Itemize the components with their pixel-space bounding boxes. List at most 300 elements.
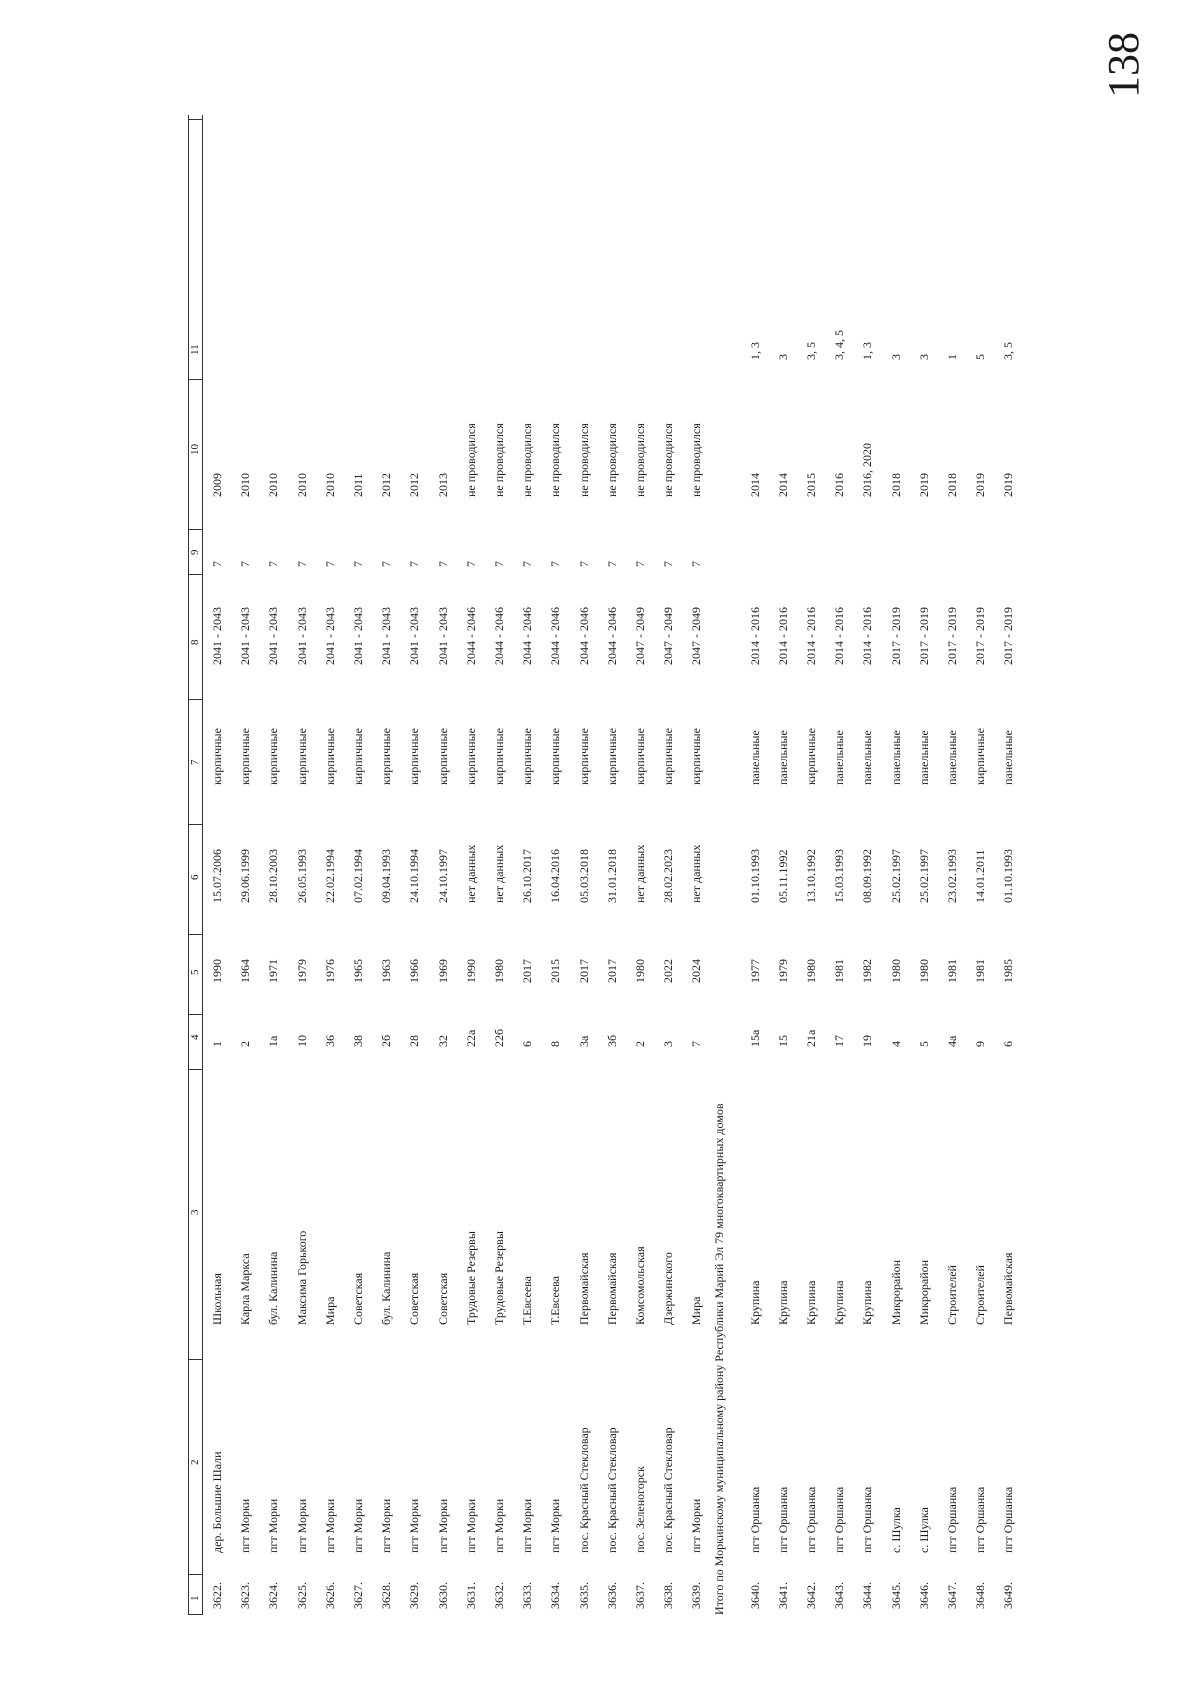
cell-col-8: 2041 - 2043 [323,607,337,665]
cell-col-6: 15.07.2006 [210,849,224,903]
cell-col-8: 2041 - 2043 [436,607,450,665]
cell-col-5: 2015 [548,959,562,983]
cell-col-10: 2018 [945,473,959,497]
cell-col-8: 2044 - 2046 [492,607,506,665]
cell-col-3: Дзержинского [661,1252,675,1325]
cell-col-2: пгт Морки [266,1498,280,1553]
cell-col-1: 3643. [832,1582,846,1609]
cell-col-8: 2047 - 2049 [689,607,703,665]
cell-col-6: нет данных [633,844,647,903]
cell-col-8: 2044 - 2046 [605,607,619,665]
column-header: 8 [189,639,201,645]
cell-col-9: 7 [323,561,337,567]
cell-col-1: 3647. [945,1582,959,1609]
subtotal-row: Итого по Моркинскому муниципальному району Республики Марий Эл 79 многоквартирных домов [712,1103,726,1615]
cell-col-1: 3635. [577,1582,591,1609]
cell-col-3: Микрорайон [889,1259,903,1325]
cell-col-2: пгт Оршанка [973,1486,987,1553]
cell-col-9: 7 [407,561,421,567]
cell-col-10: не проводился [661,423,675,497]
cell-col-6: 24.10.1997 [436,849,450,903]
cell-col-8: 2041 - 2043 [266,607,280,665]
cell-col-10: не проводился [548,423,562,497]
cell-col-4: 15а [748,1029,762,1047]
header-separator [188,1069,202,1070]
cell-col-5: 1980 [889,959,903,983]
page-number: 138 [1099,32,1148,98]
cell-col-9: 7 [379,561,393,567]
table-row [860,115,884,1615]
cell-col-3: бул. Калинина [379,1251,393,1325]
cell-col-5: 1981 [832,959,846,983]
table-row [464,115,488,1615]
cell-col-4: 22а [464,1029,478,1047]
cell-col-10: 2012 [407,473,421,497]
table-row [351,115,375,1615]
cell-col-2: пос. Красный Стекловар [577,1427,591,1553]
table-row [407,115,431,1615]
cell-col-2: пос. Красный Стекловар [605,1427,619,1553]
cell-col-3: Микрорайон [917,1259,931,1325]
cell-col-10: не проводился [492,423,506,497]
cell-col-9: 7 [577,561,591,567]
cell-col-11: 3 [889,354,903,360]
cell-col-5: 1980 [804,959,818,983]
cell-col-10: 2010 [323,473,337,497]
cell-col-4: 36 [323,1035,337,1047]
cell-col-8: 2014 - 2016 [832,607,846,665]
header-separator [188,824,202,825]
cell-col-6: 14.01.2011 [973,849,987,903]
header-separator [188,1574,202,1575]
cell-col-7: кирпичные [464,728,478,785]
cell-col-8: 2044 - 2046 [464,607,478,665]
cell-col-7: панельные [832,730,846,785]
cell-col-4: 21а [804,1029,818,1047]
cell-col-6: 09.04.1993 [379,849,393,903]
cell-col-6: 29.06.1999 [238,849,252,903]
cell-col-1: 3629. [407,1582,421,1609]
data-table [188,115,1200,1615]
cell-col-2: пгт Морки [464,1498,478,1553]
column-header: 5 [189,969,201,975]
cell-col-3: Крупина [804,1280,818,1325]
table-row [945,115,969,1615]
cell-col-11: 3, 4, 5 [832,330,846,360]
cell-col-5: 1981 [973,959,987,983]
header-separator [188,1014,202,1015]
cell-col-7: кирпичные [661,728,675,785]
table-row [436,115,460,1615]
cell-col-9: 7 [633,561,647,567]
cell-col-9: 7 [661,561,675,567]
cell-col-7: кирпичные [633,728,647,785]
cell-col-4: 6 [1001,1041,1015,1047]
cell-col-9: 7 [295,561,309,567]
cell-col-7: панельные [860,730,874,785]
cell-col-7: кирпичные [689,728,703,785]
cell-col-4: 2 [633,1041,647,1047]
header-separator [188,934,202,935]
cell-col-7: кирпичные [266,728,280,785]
cell-col-3: Строителей [973,1265,987,1325]
cell-col-8: 2017 - 2019 [917,607,931,665]
cell-col-8: 2047 - 2049 [661,607,675,665]
cell-col-2: пос. Зеленогорск [633,1466,647,1553]
cell-col-4: 3 [661,1041,675,1047]
cell-col-7: кирпичные [605,728,619,785]
cell-col-1: 3637. [633,1582,647,1609]
cell-col-3: Мира [323,1296,337,1325]
cell-col-1: 3642. [804,1582,818,1609]
cell-col-9: 7 [520,561,534,567]
cell-col-2: пос. Красный Стекловар [661,1427,675,1553]
header-separator [188,1359,202,1360]
cell-col-10: 2010 [295,473,309,497]
table-row [295,115,319,1615]
cell-col-3: Крупина [860,1280,874,1325]
table-row [973,115,997,1615]
cell-col-8: 2041 - 2043 [295,607,309,665]
cell-col-10: не проводился [577,423,591,497]
table-row [238,115,262,1615]
cell-col-8: 2017 - 2019 [889,607,903,665]
cell-col-4: 1 [210,1041,224,1047]
column-header: 10 [189,444,201,455]
table-row [210,115,234,1615]
cell-col-7: кирпичные [295,728,309,785]
cell-col-4: 9 [973,1041,987,1047]
cell-col-10: 2016, 2020 [860,443,874,497]
cell-col-10: 2013 [436,473,450,497]
cell-col-3: Первомайская [1001,1252,1015,1325]
cell-col-10: 2014 [776,473,790,497]
table-row [1001,115,1025,1615]
cell-col-4: 8 [548,1041,562,1047]
table-row [689,115,713,1615]
cell-col-1: 3636. [605,1582,619,1609]
table-row [577,115,601,1615]
cell-col-9: 7 [548,561,562,567]
cell-col-4: 2б [379,1034,393,1047]
cell-col-9: 7 [210,561,224,567]
cell-col-3: Советская [351,1272,365,1325]
cell-col-10: не проводился [605,423,619,497]
cell-col-6: 26.10.2017 [520,849,534,903]
cell-col-2: пгт Морки [407,1498,421,1553]
cell-col-10: 2019 [1001,473,1015,497]
cell-col-2: пгт Оршанка [804,1486,818,1553]
column-header: 4 [189,1034,201,1040]
cell-col-11: 1 [945,354,959,360]
table-top-rule [188,115,189,1615]
cell-col-1: 3633. [520,1582,534,1609]
cell-col-3: Карла Маркса [238,1253,252,1325]
cell-col-4: 3б [605,1034,619,1047]
cell-col-8: 2041 - 2043 [407,607,421,665]
cell-col-6: 28.10.2003 [266,849,280,903]
cell-col-11: 3, 5 [1001,342,1015,360]
cell-col-6: 26.05.1993 [295,849,309,903]
cell-col-4: 22б [492,1028,506,1047]
cell-col-7: кирпичные [323,728,337,785]
table-row [776,115,800,1615]
cell-col-1: 3631. [464,1582,478,1609]
cell-col-5: 1979 [776,959,790,983]
table-row [379,115,403,1615]
cell-col-4: 3а [577,1035,591,1047]
cell-col-1: 3624. [266,1582,280,1609]
cell-col-8: 2041 - 2043 [210,607,224,665]
cell-col-4: 1а [266,1035,280,1047]
cell-col-8: 2041 - 2043 [351,607,365,665]
cell-col-3: Т.Евсеева [520,1275,534,1325]
cell-col-1: 3640. [748,1582,762,1609]
column-header: 6 [189,874,201,880]
cell-col-1: 3626. [323,1582,337,1609]
cell-col-10: 2009 [210,473,224,497]
cell-col-6: 23.02.1993 [945,849,959,903]
column-header: 9 [189,549,201,555]
cell-col-4: 4а [945,1035,959,1047]
cell-col-10: 2012 [379,473,393,497]
cell-col-7: кирпичные [379,728,393,785]
cell-col-10: 2015 [804,473,818,497]
cell-col-3: Трудовые Резервы [464,1231,478,1325]
cell-col-6: 22.02.1994 [323,849,337,903]
cell-col-1: 3646. [917,1582,931,1609]
cell-col-5: 2017 [577,959,591,983]
cell-col-6: 15.03.1993 [832,849,846,903]
cell-col-2: пгт Морки [295,1498,309,1553]
table-row [520,115,544,1615]
cell-col-10: не проводился [464,423,478,497]
cell-col-10: 2010 [238,473,252,497]
cell-col-5: 1979 [295,959,309,983]
cell-col-6: 05.03.2018 [577,849,591,903]
cell-col-2: пгт Оршанка [832,1486,846,1553]
cell-col-2: пгт Оршанка [1001,1486,1015,1553]
cell-col-3: Т.Евсеева [548,1275,562,1325]
cell-col-5: 1969 [436,959,450,983]
cell-col-7: кирпичные [520,728,534,785]
cell-col-5: 1963 [379,959,393,983]
cell-col-5: 1985 [1001,959,1015,983]
cell-col-10: 2014 [748,473,762,497]
cell-col-9: 7 [605,561,619,567]
column-header: 2 [189,1459,201,1465]
cell-col-5: 2022 [661,959,675,983]
cell-col-9: 7 [266,561,280,567]
cell-col-5: 2017 [605,959,619,983]
header-separator [188,379,202,380]
cell-col-8: 2014 - 2016 [748,607,762,665]
cell-col-9: 7 [351,561,365,567]
cell-col-7: панельные [1001,730,1015,785]
cell-col-5: 1990 [464,959,478,983]
cell-col-6: 13.10.1992 [804,849,818,903]
cell-col-2: пгт Оршанка [945,1486,959,1553]
cell-col-5: 1980 [492,959,506,983]
cell-col-6: 05.11.1992 [776,849,790,903]
column-header: 1 [189,1595,201,1601]
cell-col-8: 2017 - 2019 [1001,607,1015,665]
header-separator [188,699,202,700]
cell-col-8: 2017 - 2019 [945,607,959,665]
cell-col-7: кирпичные [407,728,421,785]
cell-col-6: 08.09.1992 [860,849,874,903]
header-separator [188,1614,202,1615]
cell-col-8: 2041 - 2043 [238,607,252,665]
cell-col-8: 2047 - 2049 [633,607,647,665]
cell-col-2: пгт Оршанка [748,1486,762,1553]
table-row [548,115,572,1615]
cell-col-1: 3639. [689,1582,703,1609]
cell-col-6: 25.02.1997 [889,849,903,903]
cell-col-11: 1, 3 [748,342,762,360]
cell-col-10: не проводился [520,423,534,497]
cell-col-6: 01.10.1993 [748,849,762,903]
cell-col-8: 2014 - 2016 [860,607,874,665]
cell-col-9: 7 [238,561,252,567]
cell-col-6: 28.02.2023 [661,849,675,903]
cell-col-3: Первомайская [605,1252,619,1325]
cell-col-1: 3645. [889,1582,903,1609]
cell-col-5: 1982 [860,959,874,983]
cell-col-4: 38 [351,1035,365,1047]
cell-col-1: 3634. [548,1582,562,1609]
cell-col-8: 2014 - 2016 [804,607,818,665]
cell-col-7: кирпичные [577,728,591,785]
cell-col-6: 25.02.1997 [917,849,931,903]
cell-col-5: 1964 [238,959,252,983]
cell-col-7: кирпичные [436,728,450,785]
cell-col-5: 1966 [407,959,421,983]
cell-col-1: 3630. [436,1582,450,1609]
cell-col-3: Крупина [748,1280,762,1325]
cell-col-2: пгт Оршанка [776,1486,790,1553]
cell-col-2: дер. Большие Шали [210,1451,224,1553]
cell-col-7: панельные [776,730,790,785]
cell-col-1: 3641. [776,1582,790,1609]
cell-col-8: 2044 - 2046 [548,607,562,665]
cell-col-2: пгт Морки [492,1498,506,1553]
cell-col-7: кирпичные [804,728,818,785]
table-row [661,115,685,1615]
cell-col-3: Крупина [776,1280,790,1325]
table-row [605,115,629,1615]
cell-col-10: 2011 [351,473,365,497]
header-separator [188,529,202,530]
cell-col-10: 2010 [266,473,280,497]
cell-col-7: панельные [917,730,931,785]
table-row [889,115,913,1615]
cell-col-11: 3 [776,354,790,360]
cell-col-3: Первомайская [577,1252,591,1325]
cell-col-4: 2 [238,1041,252,1047]
cell-col-1: 3644. [860,1582,874,1609]
cell-col-7: кирпичные [210,728,224,785]
cell-col-6: 31.01.2018 [605,849,619,903]
cell-col-2: пгт Морки [689,1498,703,1553]
cell-col-2: пгт Морки [436,1498,450,1553]
column-header: 7 [189,759,201,765]
cell-col-11: 3, 5 [804,342,818,360]
cell-col-1: 3625. [295,1582,309,1609]
cell-col-1: 3648. [973,1582,987,1609]
cell-col-6: 07.02.1994 [351,849,365,903]
cell-col-3: Трудовые Резервы [492,1231,506,1325]
cell-col-4: 6 [520,1041,534,1047]
cell-col-6: нет данных [492,844,506,903]
cell-col-2: пгт Морки [323,1498,337,1553]
cell-col-9: 7 [689,561,703,567]
cell-col-2: пгт Оршанка [860,1486,874,1553]
cell-col-1: 3623. [238,1582,252,1609]
cell-col-8: 2041 - 2043 [379,607,393,665]
cell-col-2: пгт Морки [520,1498,534,1553]
table-row [917,115,941,1615]
cell-col-1: 3622. [210,1582,224,1609]
table-row [492,115,516,1615]
table-row [323,115,347,1615]
cell-col-6: нет данных [689,844,703,903]
cell-col-7: кирпичные [548,728,562,785]
cell-col-4: 17 [832,1035,846,1047]
header-separator [188,119,202,120]
column-header: 11 [189,344,201,355]
cell-col-6: нет данных [464,844,478,903]
cell-col-3: Школьная [210,1273,224,1325]
cell-col-3: Советская [436,1272,450,1325]
cell-col-2: пгт Морки [351,1498,365,1553]
cell-col-2: пгт Морки [379,1498,393,1553]
cell-col-4: 10 [295,1035,309,1047]
cell-col-7: панельные [889,730,903,785]
table-row [266,115,290,1615]
cell-col-4: 19 [860,1035,874,1047]
cell-col-8: 2017 - 2019 [973,607,987,665]
cell-col-4: 5 [917,1041,931,1047]
cell-col-10: 2018 [889,473,903,497]
cell-col-8: 2044 - 2046 [577,607,591,665]
cell-col-8: 2014 - 2016 [776,607,790,665]
cell-col-7: кирпичные [492,728,506,785]
cell-col-1: 3627. [351,1582,365,1609]
cell-col-3: Мира [689,1296,703,1325]
cell-col-5: 2024 [689,959,703,983]
cell-col-4: 15 [776,1035,790,1047]
cell-col-5: 1965 [351,959,365,983]
cell-col-3: Комсомольская [633,1246,647,1325]
table-row [633,115,657,1615]
cell-col-3: Крупина [832,1280,846,1325]
table-row [748,115,772,1615]
cell-col-9: 7 [492,561,506,567]
cell-col-11: 1, 3 [860,342,874,360]
cell-col-10: 2019 [973,473,987,497]
cell-col-3: Советская [407,1272,421,1325]
cell-col-7: кирпичные [351,728,365,785]
cell-col-7: панельные [945,730,959,785]
cell-col-1: 3632. [492,1582,506,1609]
cell-col-5: 1980 [633,959,647,983]
cell-col-10: не проводился [633,423,647,497]
cell-col-3: Строителей [945,1265,959,1325]
cell-col-5: 1971 [266,959,280,983]
cell-col-2: пгт Морки [548,1498,562,1553]
cell-col-6: 01.10.1993 [1001,849,1015,903]
